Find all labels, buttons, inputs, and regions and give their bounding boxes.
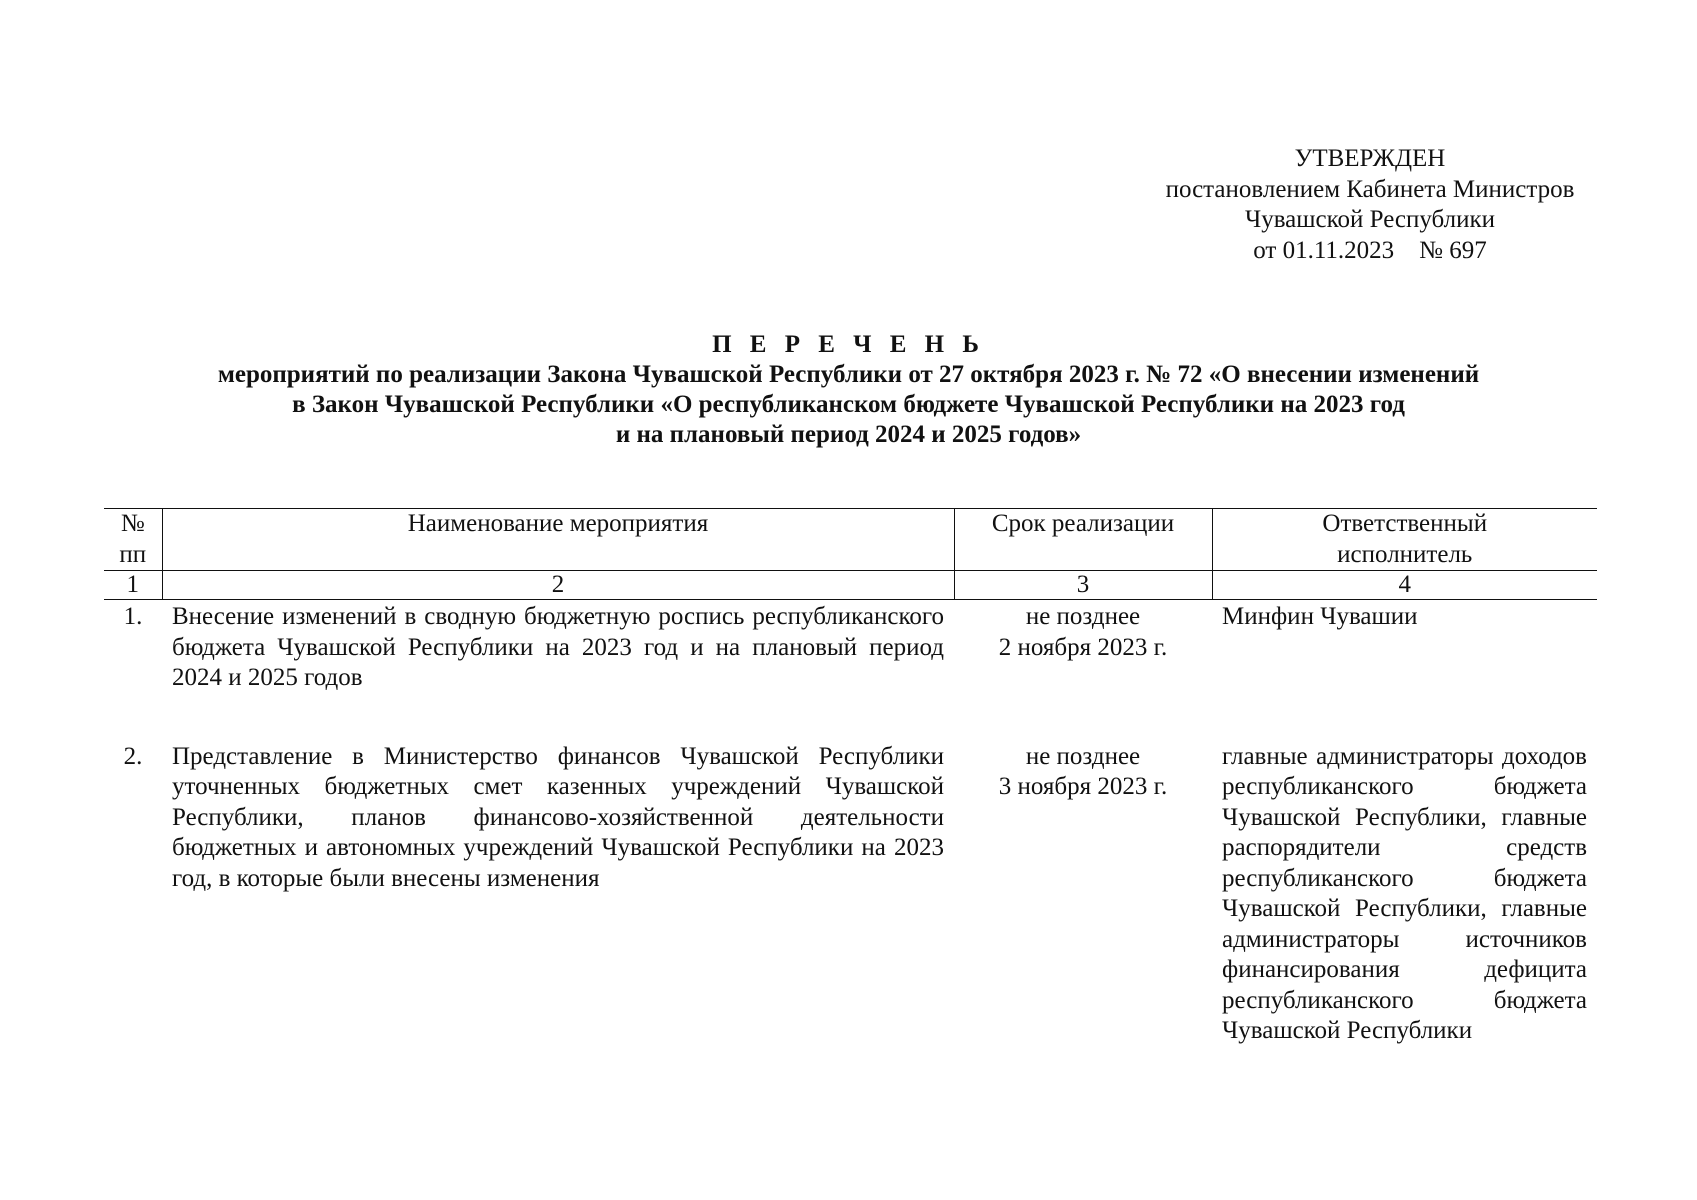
event-name: Внесение изменений в сводную бюджетную роспись республиканского бюджета Чувашской Республики на 2023 год и на плановый период 2024 и 2025 годов [172, 603, 944, 691]
approval-status: УТВЕРЖДЕН [1294, 145, 1446, 172]
event-name: Представление в Министерство финансов Чувашской Республики уточненных бюджетных смет казенных учреждений Чувашской Республики, планов финансово-хозяйственной деятельности бюджетных и автономных учреждений Чувашской Республики на 2023 год, в которые были внесены изменения [172, 742, 944, 892]
event-term [954, 600, 1212, 740]
document-subtitle-line-3: и на плановый период 2024 и 2025 годов» [615, 421, 1082, 448]
header-term: Срок реализации [954, 509, 1212, 571]
document-subtitle-line-1: мероприятий по реализации Закона Чувашской Республики от 27 октября 2023 г. № 72 «О внесении изменений [217, 361, 1480, 388]
approval-issuer: постановлением Кабинета Министров [1165, 175, 1575, 203]
event-responsible: Минфин Чувашии [1222, 603, 1418, 630]
header-number-symbol: № [120, 510, 145, 537]
column-numbers-row [104, 571, 1597, 600]
events-table [104, 508, 1597, 1047]
event-responsible: главные администраторы доходов республиканского бюджета Чувашской Республики, главные распорядители средств республиканского бюджета Чувашской Республики, главные администраторы источников финансирования дефицита республиканского бюджета Чувашской Республики [1222, 742, 1587, 1044]
table-row [104, 740, 1597, 1047]
table-header-row [104, 509, 1597, 571]
row-number: 2. [123, 742, 143, 770]
column-number-1: 1 [104, 571, 162, 600]
event-term-line-1: не позднее [1025, 603, 1141, 630]
approval-organization: Чувашской Республики [1244, 206, 1496, 233]
approval-date-number: от 01.11.2023 № 697 [1253, 236, 1487, 264]
event-term [954, 740, 1212, 1047]
approval-block [1150, 144, 1590, 266]
event-term-line-2: 3 ноября 2023 г. [998, 773, 1168, 800]
header-responsible-line-1: Ответственный [1322, 510, 1488, 537]
column-number-4: 4 [1212, 571, 1597, 600]
column-number-3: 3 [954, 571, 1212, 600]
header-responsible-line-2: исполнитель [1337, 540, 1473, 568]
header-number [104, 509, 162, 571]
event-term-line-1: не позднее [1025, 742, 1141, 770]
row-number: 1. [123, 603, 143, 630]
document-title-block [0, 330, 1697, 450]
header-number-abbr: пп [119, 540, 147, 568]
event-term-line-2: 2 ноября 2023 г. [998, 633, 1168, 661]
header-event-name: Наименование мероприятия [162, 509, 954, 571]
document-subtitle-line-2: в Закон Чувашской Республики «О республиканском бюджете Чувашской Республики на 2023 год [292, 391, 1405, 418]
document-title: П Е Р Е Ч Е Н Ь [712, 331, 985, 358]
column-number-2: 2 [162, 571, 954, 600]
table-row [104, 600, 1597, 740]
header-responsible [1212, 509, 1597, 571]
